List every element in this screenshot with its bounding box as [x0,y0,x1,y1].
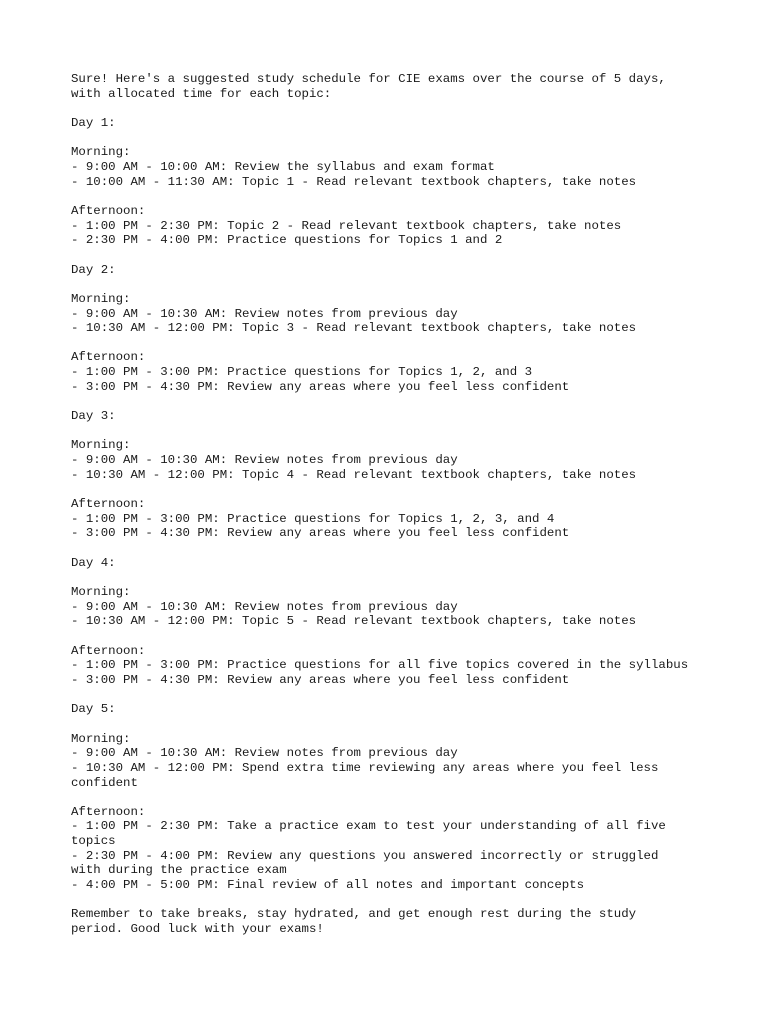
day-heading: Day 3: [71,409,116,424]
session-heading: Afternoon: [71,203,146,218]
session-heading: Morning: [71,584,131,599]
schedule-item: - 10:30 AM - 12:00 PM: Topic 5 - Read relevant textbook chapters, take notes [71,614,637,629]
blank-line [71,790,711,805]
schedule-item: - 1:00 PM - 3:00 PM: Practice questions for all five topics covered in the syllabus [71,658,689,673]
session-heading: Morning: [71,731,131,746]
schedule-item: - 3:00 PM - 4:30 PM: Review any areas where you feel less confident [71,379,570,394]
blank-line [71,189,711,204]
blank-line [71,277,711,292]
intro-text: with allocated time for each topic: [71,86,332,101]
schedule-item: - 4:00 PM - 5:00 PM: Final review of all notes and important concepts [71,878,585,893]
schedule-item: - 10:30 AM - 12:00 PM: Spend extra time reviewing any areas where you feel less [71,760,659,775]
schedule-item: - 9:00 AM - 10:30 AM: Review notes from previous day [71,599,458,614]
blank-line [71,570,711,585]
session-heading: Afternoon: [71,350,146,365]
schedule-item: - 9:00 AM - 10:00 AM: Review the syllabus and exam format [71,159,495,174]
schedule-item: - 2:30 PM - 4:00 PM: Practice questions for Topics 1 and 2 [71,233,503,248]
blank-line [71,101,711,116]
schedule-item: - 9:00 AM - 10:30 AM: Review notes from previous day [71,453,458,468]
blank-line [71,131,711,146]
schedule-item: - 1:00 PM - 3:00 PM: Practice questions for Topics 1, 2, 3, and 4 [71,511,555,526]
schedule-item-continuation: topics [71,834,116,849]
schedule-item: - 10:30 AM - 12:00 PM: Topic 3 - Read relevant textbook chapters, take notes [71,321,637,336]
closing-text: period. Good luck with your exams! [71,922,324,937]
day-heading: Day 4: [71,555,116,570]
session-heading: Afternoon: [71,497,146,512]
blank-line [71,629,711,644]
blank-line [71,248,711,263]
schedule-item: - 10:30 AM - 12:00 PM: Topic 4 - Read relevant textbook chapters, take notes [71,467,637,482]
schedule-item: - 9:00 AM - 10:30 AM: Review notes from previous day [71,306,458,321]
schedule-item-continuation: with during the practice exam [71,863,287,878]
schedule-item: - 1:00 PM - 2:30 PM: Topic 2 - Read relevant textbook chapters, take notes [71,218,622,233]
blank-line [71,424,711,439]
schedule-item: - 9:00 AM - 10:30 AM: Review notes from previous day [71,746,458,761]
session-heading: Morning: [71,145,131,160]
blank-line [71,336,711,351]
study-schedule-document [71,72,711,937]
session-heading: Afternoon: [71,804,146,819]
session-heading: Morning: [71,438,131,453]
closing-text: Remember to take breaks, stay hydrated, and get enough rest during the study [71,907,637,922]
schedule-item: - 10:00 AM - 11:30 AM: Topic 1 - Read relevant textbook chapters, take notes [71,174,637,189]
blank-line [71,541,711,556]
schedule-item: - 3:00 PM - 4:30 PM: Review any areas where you feel less confident [71,526,570,541]
intro-text: Sure! Here's a suggested study schedule for CIE exams over the course of 5 days, [71,72,666,86]
schedule-item: - 2:30 PM - 4:00 PM: Review any questions you answered incorrectly or struggled [71,848,659,863]
blank-line [71,482,711,497]
schedule-item: - 1:00 PM - 3:00 PM: Practice questions for Topics 1, 2, and 3 [71,365,533,380]
blank-line [71,688,711,703]
day-heading: Day 2: [71,262,116,277]
blank-line [71,893,711,908]
schedule-item: - 1:00 PM - 2:30 PM: Take a practice exam to test your understanding of all five [71,819,666,834]
schedule-item-continuation: confident [71,775,138,790]
session-heading: Morning: [71,291,131,306]
day-heading: Day 1: [71,115,116,130]
blank-line [71,717,711,732]
blank-line [71,394,711,409]
schedule-item: - 3:00 PM - 4:30 PM: Review any areas where you feel less confident [71,672,570,687]
session-heading: Afternoon: [71,643,146,658]
day-heading: Day 5: [71,702,116,717]
